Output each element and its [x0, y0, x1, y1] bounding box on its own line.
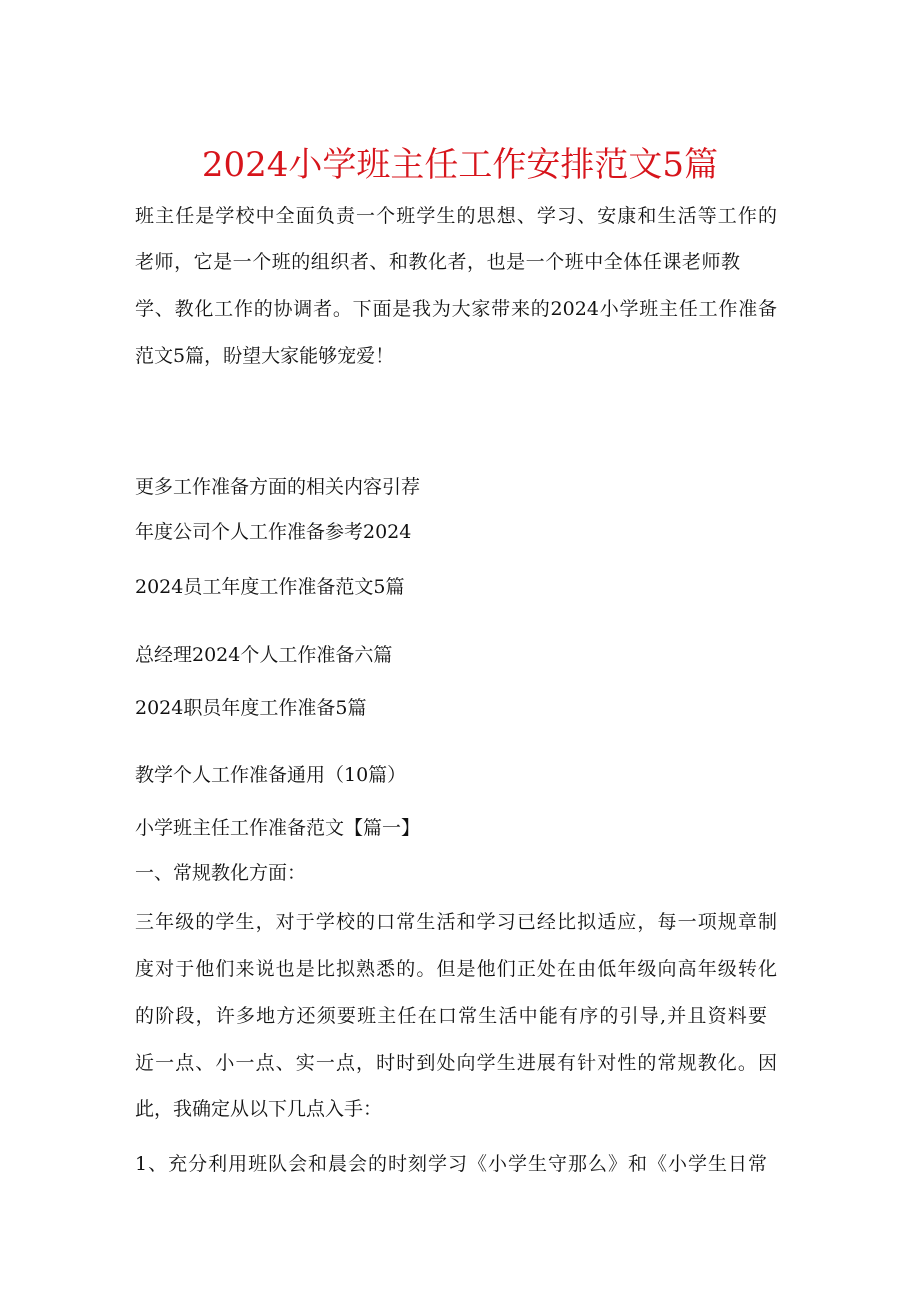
body-line: 此，我确定从以下几点入手：: [135, 1098, 383, 1120]
body-line: 三年级的学生，对于学校的口常生活和学习已经比拟适应，每一项规章制: [135, 911, 777, 933]
related-link[interactable]: 年度公司个人工作准备参考2024: [135, 521, 412, 543]
intro-line: 老师，它是一个班的组织者、和教化者，也是一个班中全体任课老师教: [135, 251, 740, 273]
body-line: 度对于他们来说也是比拟熟悉的。但是他们正处在由低年级向高年级转化: [135, 958, 777, 980]
related-heading: 更多工作准备方面的相关内容引荐: [135, 476, 421, 498]
related-link[interactable]: 2024员工年度工作准备范文5篇: [135, 576, 405, 598]
intro-line: 班主任是学校中全面负责一个班学生的思想、学习、安康和生活等工作的: [135, 205, 777, 227]
related-link[interactable]: 2024职员年度工作准备5篇: [135, 697, 367, 719]
intro-line: 范文5篇，盼望大家能够宠爱！: [135, 345, 395, 367]
body-line: 的阶段，许多地方还须要班主任在口常生活中能有序的引导,并且资料要: [135, 1005, 767, 1027]
section-title: 小学班主任工作准备范文【篇一】: [135, 817, 421, 839]
subsection-heading: 一、常规教化方面：: [135, 862, 307, 884]
document-title: 2024小学班主任工作安排范文5篇: [201, 145, 719, 185]
intro-line: 学、教化工作的协调者。下面是我为大家带来的2024小学班主任工作准备: [135, 298, 777, 320]
body-line: 近一点、小一点、实一点，时时到处向学生进展有针对性的常规教化。因: [135, 1052, 777, 1074]
related-link[interactable]: 教学个人工作准备通用（10篇）: [135, 764, 407, 786]
body-line: 1、充分利用班队会和晨会的时刻学习《小学生守那么》和《小学生日常: [135, 1153, 767, 1175]
related-link[interactable]: 总经理2024个人工作准备六篇: [135, 644, 393, 666]
